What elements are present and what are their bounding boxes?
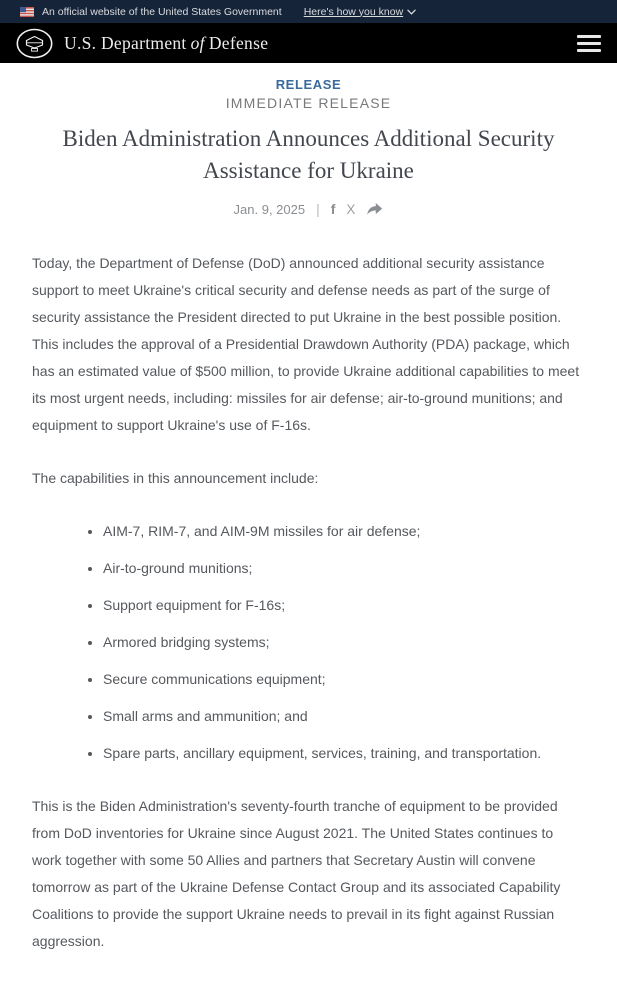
wordmark-of: of [190,32,205,53]
list-item: • Armored bridging systems; [103,629,585,656]
list-item: • Air-to-ground munitions; [103,555,585,582]
dod-seal-icon[interactable] [16,28,53,59]
wordmark-suffix: Defense [208,32,269,53]
heres-how-you-know-link[interactable] [304,6,416,18]
article-date: Jan. 9, 2025 [233,201,306,217]
menu-hamburger-icon[interactable] [577,31,601,56]
capabilities-list [32,518,585,767]
immediate-release-label: IMMEDIATE RELEASE [225,95,392,111]
list-item: • Small arms and ammunition; and [103,703,585,730]
release-kicker[interactable]: RELEASE [275,77,342,92]
gov-banner [0,0,617,23]
meta-separator: | [316,201,320,218]
how-link-label: Here's how you know [303,5,404,18]
official-website-text: An official website of the United States Government [42,5,282,18]
paragraph: This is the Biden Administration's seventy-fourth tranche of equipment to be provided from DoD inventories for Ukraine since August 2021. The United States continues to work together with some 50 Allies and partners that Secretary Austin will convene tomorrow as part of the Ukraine Defense Contact Group and its associated Capability Coalitions to provide the support Ukraine needs to prevail in its fight against Russian aggression. [32,798,561,950]
wordmark-prefix: U.S. Department [64,32,187,53]
list-item: • Secure communications equipment; [103,666,585,693]
share-arrow-icon[interactable] [366,202,383,216]
paragraph: The capabilities in this announcement include: [32,470,319,487]
page-title: Biden Administration Announces Additional Security Assistance for Ukraine [62,126,555,183]
us-flag-icon [20,7,34,17]
dod-wordmark[interactable] [64,33,268,54]
list-item: • AIM-7, RIM-7, and AIM-9M missiles for air defense; [103,518,585,545]
list-item: • Spare parts, ancillary equipment, services, training, and transportation. [103,740,585,767]
paragraph: Today, the Department of Defense (DoD) announced additional security assistance support to meet Ukraine's critical security and defense needs as part of the surge of security assistance the President directed to put Ukraine in the best possible position. This includes the approval of a Presidential Drawdown Authority (PDA) package, which has an estimated value of $500 million, to provide Ukraine additional capabilities to meet its most urgent needs, including: missiles for air defense; air-to-ground munitions; and equipment to support Ukraine's use of F-16s. [32,255,580,434]
dod-header [0,23,617,63]
x-share-icon[interactable]: X [346,201,356,217]
article-body [0,250,617,955]
list-item: • Support equipment for F-16s; [103,592,585,619]
facebook-share-icon[interactable]: f [330,201,336,218]
chevron-down-icon [407,9,416,15]
article-meta [0,201,617,217]
